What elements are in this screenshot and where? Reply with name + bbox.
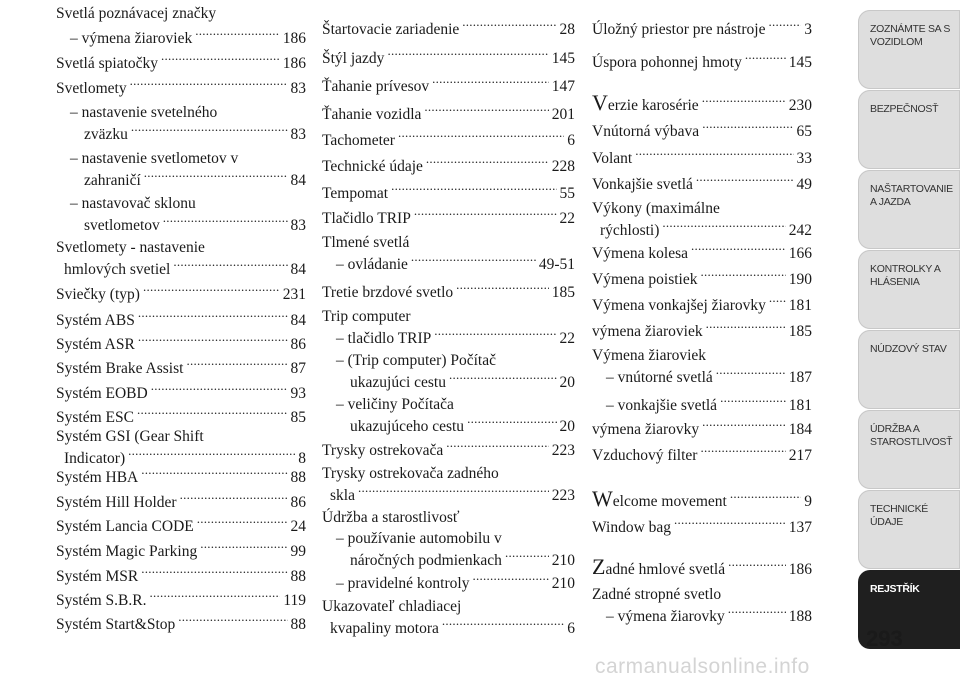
section-tab-label: ÚDAJE [870, 516, 903, 528]
index-entry-text: Sviečky (typ) [56, 285, 140, 303]
index-entry-text: Technické údaje [322, 157, 423, 175]
index-entry-text: – nastavenie svetlometov v [70, 150, 239, 167]
leader-dots [130, 77, 288, 93]
index-page-ref: 84 [290, 260, 306, 278]
index-page-ref: 145 [551, 49, 575, 67]
index-entry-text: Systém MSR [56, 567, 139, 585]
index-entry-text: rýchlosti) [600, 221, 660, 239]
leader-dots [144, 169, 288, 185]
index-entry [56, 540, 306, 562]
index-entry-text: Ťahanie vozidla [322, 105, 422, 123]
index-entry [56, 357, 306, 379]
section-tab[interactable] [858, 250, 960, 329]
index-page-ref: 186 [282, 29, 306, 47]
index-page-ref: 228 [551, 157, 575, 175]
leader-dots [662, 219, 785, 235]
index-entry-text: Ukazovateľ chladiacej [322, 598, 462, 615]
index-page-ref: 231 [282, 285, 306, 303]
index-entry [56, 27, 306, 49]
index-entry-text: – vnútorné svetlá [606, 368, 713, 386]
index-entry [592, 345, 812, 388]
index-page-ref: 184 [788, 420, 812, 438]
leader-dots [186, 357, 287, 373]
page-number: 293 [866, 626, 903, 651]
leader-dots [424, 103, 548, 119]
index-entry [322, 507, 575, 571]
index-entry-text: Výkony (maximálne [592, 200, 720, 217]
index-entry-text: Volant [592, 149, 633, 167]
leader-dots [391, 182, 556, 198]
index-page-ref: 85 [290, 408, 306, 426]
leader-dots [137, 406, 288, 422]
leader-dots [505, 549, 549, 565]
leader-dots [141, 466, 287, 482]
index-entry-text: Systém Start&Stop [56, 615, 176, 633]
index-entry-text: ukazujúci cestu [350, 373, 446, 391]
leader-dots [456, 281, 549, 297]
section-tab-label: KONTROLKY A [870, 263, 941, 275]
index-entry [592, 242, 812, 264]
index-page-ref: 181 [788, 296, 812, 314]
index-entry [322, 572, 575, 594]
index-entry [322, 306, 575, 349]
index-entry-text: Úspora pohonnej hmoty [592, 53, 742, 71]
section-tab-label: HLÁSENIA [870, 276, 920, 288]
index-entry [322, 182, 575, 204]
leader-dots [434, 327, 556, 343]
index-entry-text: Svetlomety [56, 79, 127, 97]
index-entry [322, 129, 575, 151]
index-entry [56, 102, 306, 145]
index-page-ref: 242 [788, 221, 812, 239]
index-entry-text: Vonkajšie svetlá [592, 175, 693, 193]
index-entry [592, 516, 812, 538]
index-entry [56, 333, 306, 355]
leader-dots [197, 515, 288, 531]
index-entry-text: výmena žiarovky [592, 420, 700, 438]
index-entry-text: Systém ASR [56, 335, 135, 353]
index-entry [592, 198, 812, 241]
index-entry-text: Výmena žiaroviek [592, 347, 707, 364]
index-entry-text: Systém GSI (Gear Shift [56, 428, 204, 445]
leader-dots [449, 371, 557, 387]
index-entry [322, 47, 575, 69]
index-entry-text: Systém Brake Assist [56, 359, 184, 377]
index-entry-text: Zadné hmlové svetlá [592, 554, 726, 579]
leader-dots [674, 516, 786, 532]
index-page-ref: 190 [788, 270, 812, 288]
index-entry-text: Svetlomety - nastavenie [56, 239, 205, 256]
index-entry [56, 426, 306, 469]
index-entry-text: Trysky ostrekovača [322, 441, 444, 459]
leader-dots [414, 207, 557, 223]
index-entry [56, 565, 306, 587]
index-entry [322, 350, 575, 393]
index-entry [56, 382, 306, 404]
index-entry [322, 463, 575, 506]
leader-dots [706, 320, 786, 336]
index-page-ref: 187 [788, 368, 812, 386]
leader-dots [387, 47, 548, 63]
index-entry [56, 309, 306, 331]
leader-dots [411, 253, 536, 269]
index-entry-text: Výmena vonkajšej žiarovky [592, 296, 766, 314]
index-page-ref: 8 [298, 449, 306, 467]
index-entry-text: Vzduchový filter [592, 446, 698, 464]
index-page-ref: 55 [559, 184, 575, 202]
leader-dots [138, 333, 288, 349]
index-page-ref: 6 [567, 131, 575, 149]
leader-dots [472, 572, 548, 588]
leader-dots [131, 123, 288, 139]
index-entry [592, 18, 812, 40]
index-page-ref: 3 [804, 20, 812, 38]
index-entry-text: Systém Magic Parking [56, 542, 198, 560]
index-entry-text: hmlových svetiel [64, 260, 171, 278]
index-page-ref: 145 [788, 53, 812, 71]
index-page-ref: 49-51 [538, 255, 575, 273]
index-entry-text: Zadné stropné svetlo [592, 586, 722, 603]
index-entry-text: ukazujúceho cestu [350, 417, 465, 435]
index-page-ref: 188 [788, 607, 812, 625]
index-entry-text: Tempomat [322, 184, 389, 202]
leader-dots [728, 559, 786, 575]
index-page-ref: 185 [551, 283, 575, 301]
index-entry-text: – nastavenie svetelného [70, 104, 218, 121]
leader-dots [769, 294, 786, 310]
leader-dots [635, 147, 793, 163]
index-page-ref: 230 [788, 97, 812, 114]
leader-dots [138, 309, 288, 325]
section-tab-label: BEZPEČNOSŤ [870, 103, 939, 115]
index-page-ref: 49 [796, 175, 812, 193]
index-entry-text: Systém ABS [56, 311, 135, 329]
index-entry-text: zväzku [84, 125, 128, 143]
index-entry [592, 51, 812, 73]
index-page-ref: 166 [788, 244, 812, 262]
section-tab-label: ZOZNÁMTE SA S [870, 23, 951, 35]
index-entry [592, 147, 812, 169]
index-entry [322, 394, 575, 437]
leader-dots [745, 51, 786, 67]
index-entry [56, 466, 306, 488]
index-entry-text: – pravidelné kontroly [336, 574, 470, 592]
index-entry-text: Vnútorná výbava [592, 122, 700, 140]
index-page-ref: 119 [283, 591, 306, 609]
section-tab[interactable] [858, 490, 960, 569]
index-entry-text: kvapaliny motora [330, 619, 439, 637]
leader-dots [195, 27, 280, 43]
index-entry-text: Svetlá spiatočky [56, 54, 159, 72]
index-entry-text: Výmena kolesa [592, 244, 688, 262]
index-entry-text: výmena žiaroviek [592, 322, 703, 340]
index-entry-text: Window bag [592, 518, 672, 536]
leader-dots [720, 394, 786, 410]
leader-dots [702, 95, 786, 111]
leader-dots [128, 447, 295, 463]
index-page-ref: 186 [282, 54, 306, 72]
leader-dots [691, 242, 786, 258]
index-entry-text: – tlačidlo TRIP [336, 329, 432, 347]
leader-dots [462, 18, 556, 34]
index-entry [592, 320, 812, 342]
index-page-ref: 24 [290, 517, 306, 535]
index-entry-text: Tlačidlo TRIP [322, 209, 411, 227]
index-entry [592, 394, 812, 416]
leader-dots [143, 283, 280, 299]
section-tab[interactable] [858, 170, 960, 249]
index-entry [322, 103, 575, 125]
index-entry [56, 515, 306, 537]
section-tab[interactable] [858, 410, 960, 489]
index-entry-text: – ovládanie [336, 255, 408, 273]
leader-dots [446, 439, 548, 455]
leader-dots [180, 491, 288, 507]
leader-dots [173, 258, 287, 274]
index-entry-text: náročných podmienkach [350, 551, 502, 569]
index-entry [56, 589, 306, 611]
leader-dots [700, 444, 785, 460]
index-entry [592, 556, 812, 580]
leader-dots [149, 589, 280, 605]
index-entry-text: Výmena poistiek [592, 270, 698, 288]
leader-dots [398, 129, 564, 145]
section-tab-label: ÚDRŽBA A [870, 423, 920, 435]
index-page-ref: 88 [290, 468, 306, 486]
index-page-ref: 186 [788, 561, 812, 578]
index-page-ref: 20 [559, 373, 575, 391]
index-entry-text: Systém HBA [56, 468, 139, 486]
index-page-ref: 88 [290, 615, 306, 633]
index-entry-text: – veličiny Počítača [336, 396, 454, 413]
index-entry [322, 281, 575, 303]
index-entry [56, 406, 306, 428]
index-entry-text: Ťahanie prívesov [322, 77, 430, 95]
index-page-ref: 137 [788, 518, 812, 536]
index-entry-text: Systém S.B.R. [56, 591, 147, 609]
index-entry-text: Štýl jazdy [322, 49, 385, 67]
index-entry [322, 439, 575, 461]
section-tab[interactable] [858, 330, 960, 409]
index-entry-text: Tretie brzdové svetlo [322, 283, 454, 301]
leader-dots [200, 540, 287, 556]
leader-dots [700, 268, 785, 284]
section-tab-label: A JAZDA [870, 196, 911, 208]
index-entry [56, 3, 306, 24]
index-entry-text: Údržba a starostlivosť [322, 509, 460, 526]
leader-dots [358, 484, 549, 500]
index-entry [322, 232, 575, 275]
leader-dots [696, 173, 794, 189]
leader-dots [442, 617, 564, 633]
index-entry-text: Systém Lancia CODE [56, 517, 194, 535]
index-page-ref: 210 [551, 551, 575, 569]
index-entry-text: Welcome movement [592, 486, 727, 511]
section-tab-label: STAROSTLIVOSŤ [870, 436, 953, 448]
index-page-ref: 83 [290, 216, 306, 234]
leader-dots [702, 418, 786, 434]
index-page-ref: 6 [567, 619, 575, 637]
section-tab-label: VOZIDLOM [870, 36, 923, 48]
index-entry [592, 268, 812, 290]
index-entry [56, 613, 306, 635]
index-entry [56, 77, 306, 99]
index-entry [592, 488, 812, 512]
index-entry-text: zahraničí [84, 171, 141, 189]
index-entry-text: Trip computer [322, 308, 411, 325]
index-entry [322, 75, 575, 97]
index-page-ref: 87 [290, 359, 306, 377]
index-entry-text: – výmena žiaroviek [70, 29, 193, 47]
index-page-ref: 223 [551, 486, 575, 504]
index-entry-text: Tlmené svetlá [322, 234, 410, 251]
index-entry-text: Systém EOBD [56, 384, 148, 402]
watermark: carmanualsonline.info [595, 655, 810, 678]
index-entry-text: – vonkajšie svetlá [606, 396, 718, 414]
index-entry-text: skla [330, 486, 355, 504]
leader-dots [178, 613, 287, 629]
section-tab-label: REJSTŘÍK [870, 583, 920, 595]
index-page-ref: 181 [788, 396, 812, 414]
index-page-ref: 217 [788, 446, 812, 464]
index-page-ref: 22 [559, 329, 575, 347]
index-entry-text: Indicator) [64, 449, 126, 467]
index-entry [322, 155, 575, 177]
index-entry-text: Verzie karosérie [592, 90, 699, 115]
leader-dots [141, 565, 287, 581]
index-page-ref: 83 [290, 125, 306, 143]
index-page-ref: 33 [796, 149, 812, 167]
index-page-ref: 84 [290, 171, 306, 189]
index-entry [592, 120, 812, 142]
index-entry-text: svetlometov [84, 216, 160, 234]
leader-dots [163, 214, 288, 230]
leader-dots [161, 52, 280, 68]
index-entry [56, 193, 306, 236]
index-entry [592, 92, 812, 116]
index-entry [56, 52, 306, 74]
leader-dots [467, 415, 556, 431]
section-tab[interactable] [858, 90, 960, 169]
leader-dots [426, 155, 549, 171]
index-page-ref: 147 [551, 77, 575, 95]
leader-dots [728, 605, 786, 621]
index-page-ref: 28 [559, 20, 575, 38]
index-entry [56, 491, 306, 513]
index-page-ref: 210 [551, 574, 575, 592]
index-entry-text: Systém Hill Holder [56, 493, 177, 511]
leader-dots [702, 120, 793, 136]
index-page-ref: 84 [290, 311, 306, 329]
index-entry [56, 237, 306, 280]
index-page-ref: 65 [796, 122, 812, 140]
index-page-ref: 22 [559, 209, 575, 227]
index-page-ref: 88 [290, 567, 306, 585]
index-entry-text: Trysky ostrekovača zadného [322, 465, 499, 482]
index-entry-text: – (Trip computer) Počítač [336, 352, 496, 369]
leader-dots [768, 18, 801, 34]
index-entry-text: Systém ESC [56, 408, 134, 426]
leader-dots [432, 75, 549, 91]
index-entry [592, 294, 812, 316]
index-entry [56, 283, 306, 305]
index-page-ref: 9 [804, 493, 812, 510]
index-entry [56, 148, 306, 191]
index-entry-text: – výmena žiarovky [606, 607, 725, 625]
leader-dots [716, 366, 786, 382]
index-entry-text: Úložný priestor pre nástroje [592, 20, 766, 38]
index-entry [592, 584, 812, 627]
index-page-ref: 99 [290, 542, 306, 560]
index-page-ref: 223 [551, 441, 575, 459]
index-page-ref: 83 [290, 79, 306, 97]
index-entry-text: – používanie automobilu v [336, 530, 502, 547]
index-entry [322, 207, 575, 229]
section-tab-label: NÚDZOVÝ STAV [870, 343, 947, 355]
index-entry [592, 418, 812, 440]
index-page-ref: 185 [788, 322, 812, 340]
index-entry-text: Štartovacie zariadenie [322, 20, 460, 38]
index-entry [592, 444, 812, 466]
index-entry-text: Tachometer [322, 131, 395, 149]
index-entry [592, 173, 812, 195]
index-entry [322, 596, 575, 639]
section-tab-label: NAŠTARTOVANIE [870, 183, 953, 195]
index-page-ref: 201 [551, 105, 575, 123]
index-page-ref: 86 [290, 335, 306, 353]
index-entry-text: – nastavovač sklonu [70, 195, 196, 212]
section-tab[interactable] [858, 10, 960, 89]
index-page-ref: 20 [559, 417, 575, 435]
index-entry-text: Svetlá poznávacej značky [56, 5, 217, 22]
index-entry [322, 18, 575, 40]
section-tab-label: TECHNICKÉ [870, 503, 928, 515]
index-page-ref: 93 [290, 384, 306, 402]
leader-dots [730, 491, 801, 507]
leader-dots [151, 382, 288, 398]
index-page-ref: 86 [290, 493, 306, 511]
